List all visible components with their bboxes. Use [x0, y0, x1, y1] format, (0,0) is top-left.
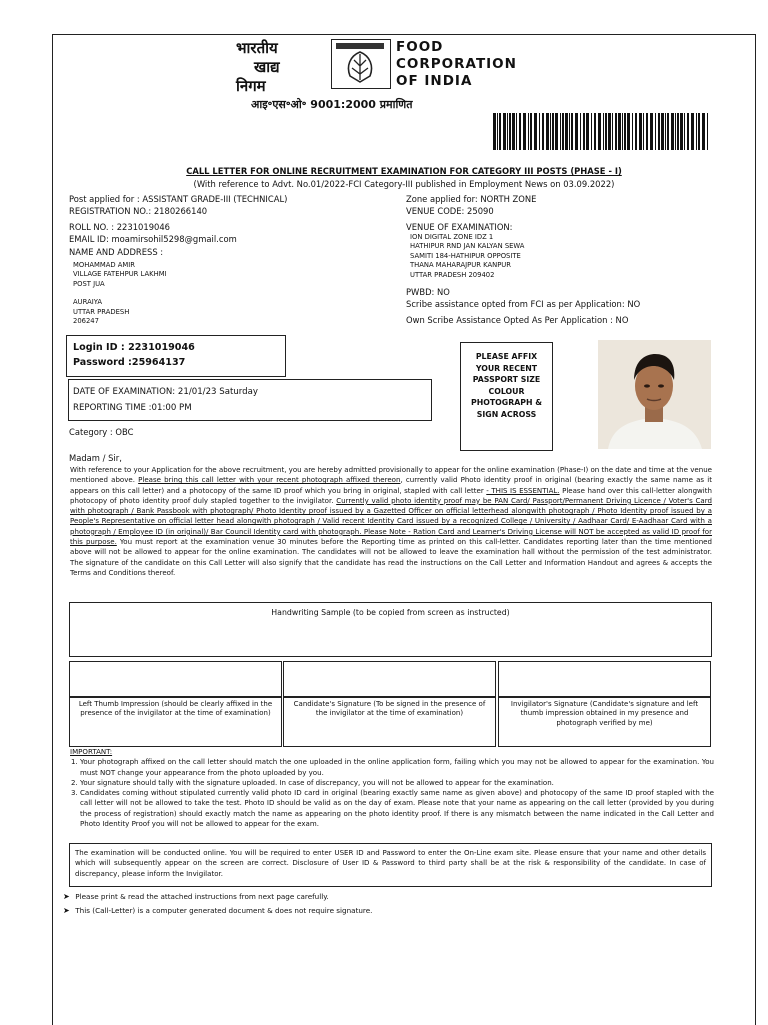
- reporting-time: REPORTING TIME :01:00 PM: [73, 403, 192, 413]
- zone-applied: Zone applied for: NORTH ZONE: [406, 194, 537, 204]
- fci-emblem-icon: [331, 39, 391, 89]
- venue-line: SAMITI 184-HATHIPUR OPPOSITE: [410, 251, 521, 260]
- address-line: MOHAMMAD AMIR: [73, 261, 135, 269]
- note-text: Please print & read the attached instructions from next page carefully.: [75, 892, 329, 901]
- barcode: [493, 113, 713, 150]
- scribe-own: Own Scribe Assistance Opted As Per Application : NO: [406, 314, 629, 325]
- venue-address: [410, 233, 660, 280]
- important-item: 1. Your photograph affixed on the call letter should match the one uploaded in the online application form, failing which you may not be allowed to appear for the examination. You must NOT change your appearance from the photo uploaded by you.: [80, 757, 714, 778]
- eng-line-3: OF INDIA: [396, 73, 473, 89]
- scribe-fci: Scribe assistance opted from FCI as per Application: NO: [406, 299, 641, 310]
- venue-line: ION DIGITAL ZONE IDZ 1: [410, 233, 494, 241]
- affix-line: YOUR RECENT: [475, 363, 538, 373]
- para-text: With reference to your Application for the above recruitment, you are hereby admitted provisionally to appear for the online examination (Phase-I) on the date and time at the venue mentioned above.: [70, 465, 712, 485]
- note-print: [63, 892, 329, 902]
- para-text: Please hand over this call-letter alongwith photocopy of photo identity proof duly stapled together to the invigilator.: [70, 485, 712, 505]
- para-text-underlined: Please bring this call letter with your recent photograph affixed thereon: [138, 475, 401, 485]
- venue-line: HATHIPUR RND JAN KALYAN SEWA: [410, 242, 525, 251]
- pwbd-status: PWBD: NO: [406, 287, 450, 297]
- fci-english-name: [396, 39, 517, 90]
- candidate-photo: [598, 340, 711, 449]
- important-item: 3. Candidates coming without stipulated currently valid photo ID card in original (bearing exactly same name as given above) and photocopy of the same ID proof stapled with the call letter will not be allowed to take the test. Photo ID should be valid as on the day of exam. Please note that your name as appearing on the call letter (provided by you during the process of registration) should exactly match the name as appearing on the photo identity proof. If there is any mismatch between the name indicated in the Call Letter and Photo Identity Proof you will not be allowed to appear for the exam.: [80, 788, 714, 829]
- iso-certification: आइ॰एस॰ओ॰ 9001:2000 प्रमाणित: [251, 98, 413, 111]
- hindi-line-1: भारतीय: [236, 39, 278, 57]
- address-line: 206247: [73, 317, 99, 326]
- eng-line-2: CORPORATION: [396, 56, 517, 72]
- instructions-paragraph: [70, 465, 712, 578]
- hindi-line-3: निगम: [236, 77, 266, 95]
- registration-no: REGISTRATION NO.: 2180266140: [69, 206, 208, 217]
- candidate-signature-label: Candidate's Signature (To be signed in the presence of the invigilator at the time of examination): [283, 697, 496, 747]
- candidate-signature-box: [283, 661, 496, 697]
- affix-line: PLEASE AFFIX: [475, 352, 538, 361]
- eng-line-1: FOOD: [396, 39, 444, 55]
- venue-line: THANA MAHARAJPUR KANPUR: [410, 261, 512, 270]
- salutation: Madam / Sir,: [69, 453, 122, 463]
- category: Category : OBC: [69, 427, 134, 437]
- scribe-details: [406, 286, 751, 326]
- important-item: 2. Your signature should tally with the signature uploaded. In case of discrepancy, you will not be allowed to appear for the examination.: [80, 778, 714, 788]
- address-line: VILLAGE FATEHPUR LAKHMI: [73, 270, 167, 279]
- online-exam-note: The examination will be conducted online. You will be required to enter USER ID and Password to enter the On-Line exam site. Please ensure that your name and other details which will subsequently appear on the screen are correct. Disclosure of User ID & Password to third party shall be at the risk & responsibility of the candidate. In case of discrepancy, please inform the Invigilator.: [69, 843, 712, 887]
- venue-details: [406, 193, 751, 233]
- venue-label: VENUE OF EXAMINATION:: [406, 221, 513, 232]
- login-id: Login ID : 2231019046: [73, 342, 195, 353]
- note-text: This (Call-Letter) is a computer generated document & does not require signature.: [75, 906, 373, 915]
- para-text: , currently valid Photo identity proof in original (bearing exactly the same name as it appears on this call letter) and a photocopy of the same ID proof which you bring in original, stapled with call letter: [70, 475, 712, 495]
- para-text: You must report at the examination venue 30 minutes before the Reporting time as printed on this call-letter. Candidates reporting later than the time mentioned above will not be allowed to appear for the online examination. The candidates will not be allowed to leave the examination hall without the permission of the test administrator. The signature of the candidate on this Call Letter will also signify that the candidate has read the instructions on the Call Letter and Information Handout and agrees & accepts the Terms and Conditions thereof.: [70, 537, 712, 577]
- login-box: [66, 335, 286, 377]
- address-line: [73, 289, 273, 298]
- candidate-details: [69, 193, 399, 258]
- page-title: CALL LETTER FOR ONLINE RECRUITMENT EXAMINATION FOR CATEGORY III POSTS (PHASE - I): [186, 166, 622, 176]
- affix-line: SIGN ACROSS: [476, 409, 537, 419]
- address-line: AURAIYA: [73, 298, 102, 307]
- exam-date: DATE OF EXAMINATION: 21/01/23 Saturday: [73, 387, 258, 397]
- hindi-line-2: खाद्य: [254, 58, 280, 76]
- post-applied: Post applied for : ASSISTANT GRADE-III (TECHNICAL): [69, 194, 288, 204]
- page-subtitle: (With reference to Advt. No.01/2022-FCI Category-III published in Employment News on 03.09.2022): [193, 179, 615, 189]
- call-letter-page: [52, 34, 756, 1025]
- para-text-underlined: - THIS IS ESSENTIAL.: [486, 485, 560, 495]
- invigilator-signature-label: Invigilator's Signature (Candidate's signature and left thumb impression obtained in my presence and photograph verified by me): [498, 697, 711, 747]
- thumb-impression-box: [69, 661, 282, 697]
- name-address-label: NAME AND ADDRESS :: [69, 246, 164, 257]
- roll-no: ROLL NO. : 2231019046: [69, 221, 171, 232]
- candidate-address: [73, 261, 273, 326]
- venue-code: VENUE CODE: 25090: [406, 206, 494, 217]
- handwriting-sample-box: [69, 602, 712, 657]
- thumb-impression-label: Left Thumb Impression (should be clearly affixed in the presence of the invigilator at the time of examination): [69, 697, 282, 747]
- affix-line: COLOUR: [488, 386, 525, 396]
- note-computer-generated: [63, 906, 372, 916]
- affix-line: PHOTOGRAPH &: [470, 398, 542, 408]
- password: Password :25964137: [73, 356, 186, 368]
- invigilator-signature-box: [498, 661, 711, 697]
- venue-line: UTTAR PRADESH 209402: [410, 270, 495, 279]
- para-text-underlined: Currently valid photo identity proof may be PAN Card/ Passport/Permanent Driving Licence / Voter's Card with photograph / Bank Passbook with photograph/ Photo Identity proof issued by a Gazetted Officer on official letterhead alongwith photograph / Photo Identity proof issued by a People's Representative on official letter head alongwith photograph / Valid recent Identity Card issued by a recognized College / University / Aadhaar Card/ E-Aadhaar Card with a photograph / Employee ID (in original)/ Bar Council Identity card with photograph. Please Note - Ration Card and Learner's Driving License will NOT be accepted as valid ID proof for this purpose.: [70, 495, 712, 547]
- affix-line: PASSPORT SIZE: [472, 375, 541, 385]
- affix-photo-box: [460, 342, 553, 451]
- important-section: [70, 747, 714, 829]
- exam-schedule-box: [68, 379, 432, 421]
- email-id: EMAIL ID: moamirsohil5298@gmail.com: [69, 234, 237, 245]
- handwriting-label: Handwriting Sample (to be copied from screen as instructed): [271, 608, 510, 617]
- address-line: POST JUA: [73, 279, 105, 288]
- important-heading: IMPORTANT:: [70, 747, 113, 756]
- fci-hindi-name: [236, 39, 280, 96]
- arrow-icon: ➤: [63, 892, 70, 901]
- arrow-icon: ➤: [63, 906, 70, 915]
- address-line: UTTAR PRADESH: [73, 307, 130, 316]
